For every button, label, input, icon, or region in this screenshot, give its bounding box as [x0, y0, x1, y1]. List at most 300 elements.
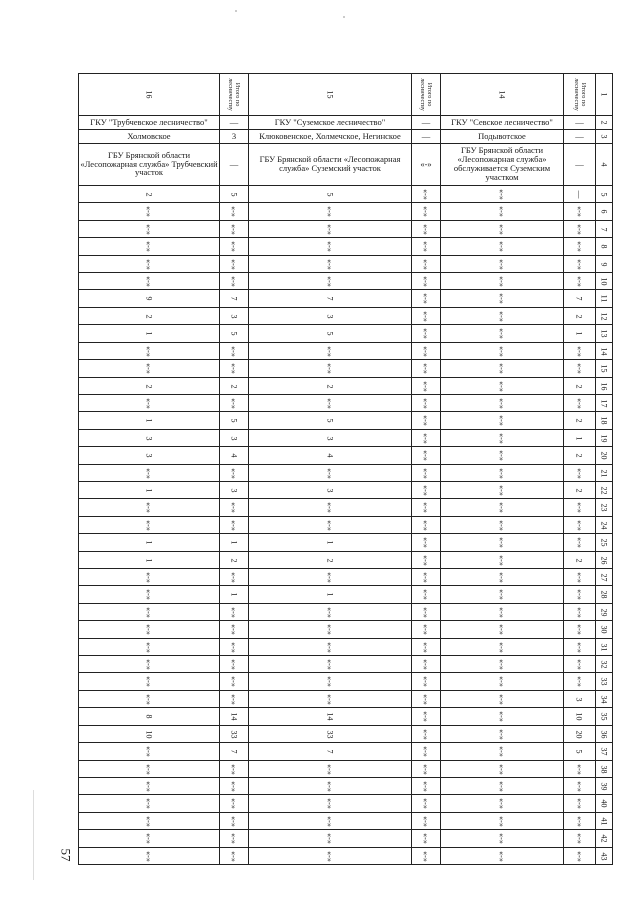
column-header-4: [411, 73, 440, 115]
header-cell-r3: [564, 129, 595, 143]
header-cell-r4: [249, 143, 411, 185]
table-cell: [219, 256, 248, 272]
table-cell: [440, 639, 563, 655]
table-cell: [219, 726, 248, 742]
table-cell-text: «-»: [496, 850, 506, 862]
header-cell-r2: [220, 115, 248, 129]
table-cell-text: 10: [574, 712, 584, 721]
table-cell-text: «-»: [143, 206, 153, 217]
table-cell-text: «-»: [420, 763, 430, 775]
table-cell: [440, 203, 563, 220]
table-cell-text: 33: [325, 730, 334, 738]
table-cell: [248, 656, 411, 672]
table-cell: [440, 726, 563, 742]
header-cell-r2-text: —: [575, 116, 584, 127]
header-cell-r4: [564, 143, 595, 185]
table-cell-text: «-»: [496, 728, 506, 740]
table-row-line: [78, 864, 613, 865]
table-cell-text: 1: [144, 418, 153, 423]
header-cell-r2-text: ГКУ "Севское лесничество": [451, 116, 553, 127]
table-cell: [440, 499, 563, 516]
table-cell: [563, 604, 595, 620]
header-cell-r3-text: Подывотское: [478, 130, 526, 141]
table-cell: [219, 482, 248, 498]
table-cell: [78, 308, 219, 324]
table-cell-text: «-»: [420, 641, 430, 653]
row-number: [595, 325, 612, 342]
table-cell: [563, 290, 595, 307]
table-cell-text: «-»: [420, 850, 430, 862]
table-cell: [78, 203, 219, 220]
table-cell: [440, 778, 563, 794]
row-number-text: 30: [599, 625, 608, 634]
table-cell: [78, 552, 219, 568]
table-cell: [440, 378, 563, 394]
table-cell-text: «-»: [228, 467, 238, 479]
table-cell: [219, 273, 248, 289]
row-number-text: 14: [599, 347, 608, 355]
table-cell-text: 3: [229, 436, 238, 440]
row-number-text: 25: [599, 538, 608, 547]
table-cell: [248, 221, 411, 237]
row-number: [595, 639, 612, 655]
row-number-text: 15: [599, 364, 608, 373]
row-number: [595, 621, 612, 638]
table-cell-text: 7: [229, 749, 238, 754]
table-cell-text: «-»: [574, 345, 584, 357]
table-cell-text: 2: [574, 384, 584, 388]
table-cell-text: «-»: [324, 502, 334, 513]
table-cell: [440, 708, 563, 725]
table-cell: [78, 395, 219, 411]
table-cell: [563, 708, 595, 725]
table-cell-text: «-»: [574, 363, 584, 374]
row-number: [595, 761, 612, 777]
table-cell-text: 3: [325, 314, 334, 318]
row-number-text: 22: [599, 486, 608, 494]
table-cell: [563, 499, 595, 516]
table-cell-text: «-»: [420, 188, 430, 200]
table-cell: [411, 482, 440, 498]
table-cell-text: «-»: [574, 815, 584, 827]
table-cell-text: «-»: [143, 397, 153, 409]
table-cell-text: 5: [574, 749, 584, 754]
table-cell-text: «-»: [496, 519, 506, 531]
table-cell: [411, 517, 440, 533]
table-cell-text: «-»: [420, 728, 430, 740]
table-cell-text: 1: [229, 540, 238, 545]
table-cell: [219, 290, 248, 307]
row-number: [595, 256, 612, 272]
row-number-text: 31: [599, 643, 608, 651]
table-cell: [78, 726, 219, 742]
table-cell-text: «-»: [420, 363, 430, 374]
table-cell: [248, 412, 411, 429]
column-header-2: [219, 73, 248, 115]
table-cell-text: «-»: [143, 241, 153, 252]
table-cell: [78, 290, 219, 307]
table-cell: [248, 290, 411, 307]
table-cell: [411, 743, 440, 760]
row-number: [595, 569, 612, 585]
table-cell-text: «-»: [228, 345, 238, 357]
row-number-text: 28: [599, 590, 608, 599]
table-cell: [78, 813, 219, 829]
table-cell-text: «-»: [143, 519, 153, 531]
table-cell-text: «-»: [574, 241, 584, 252]
table-cell: [219, 203, 248, 220]
table-cell: [248, 395, 411, 411]
table-cell: [411, 221, 440, 237]
row-number-text: 24: [599, 521, 608, 529]
table-cell: [440, 430, 563, 446]
table-cell-text: «-»: [420, 502, 430, 513]
table-cell-text: «-»: [420, 624, 430, 635]
table-cell-text: «-»: [324, 241, 334, 252]
table-cell: [563, 308, 595, 324]
table-cell-text: «-»: [420, 241, 430, 252]
table-cell: [563, 447, 595, 464]
table-cell-text: «-»: [574, 502, 584, 513]
table-cell: [219, 795, 248, 812]
table-cell: [563, 203, 595, 220]
row-number-text: 18: [599, 416, 608, 425]
header-cell-r4: [220, 143, 248, 185]
table-cell: [219, 395, 248, 411]
table-cell: [78, 325, 219, 342]
table-cell-text: «-»: [574, 275, 584, 287]
header-cell-r4: [441, 143, 563, 185]
column-header-6-text: Итого по лесничеству: [573, 77, 587, 111]
column-header-5: [440, 73, 563, 115]
table-cell: [78, 621, 219, 638]
column-header-4-text: Итого по лесничеству: [419, 77, 433, 111]
table-cell: [440, 848, 563, 864]
table-cell-text: «-»: [496, 397, 506, 409]
table-cell: [78, 743, 219, 760]
table-cell-text: 2: [325, 384, 334, 388]
table-cell: [219, 186, 248, 202]
table-cell-text: «-»: [143, 850, 153, 862]
table-cell: [248, 673, 411, 690]
column-header-7-text: 1: [599, 92, 608, 96]
table-cell: [248, 604, 411, 620]
table-cell: [440, 656, 563, 672]
table-cell: [440, 517, 563, 533]
table-cell: [563, 830, 595, 847]
table-cell: [248, 430, 411, 446]
table-cell: [411, 848, 440, 864]
table-cell-text: «-»: [324, 798, 334, 809]
table-cell: [248, 813, 411, 829]
table-cell-text: «-»: [228, 641, 238, 653]
table-cell-text: «-»: [496, 763, 506, 775]
table-cell: [219, 465, 248, 481]
column-header-7: [595, 73, 612, 115]
table-cell-text: 8: [144, 714, 153, 719]
table-cell: [440, 586, 563, 603]
row-number: [595, 482, 612, 498]
table-cell-text: «-»: [574, 763, 584, 775]
table-cell-text: «-»: [420, 658, 430, 670]
row-number: [595, 343, 612, 359]
table-cell: [411, 761, 440, 777]
table-cell: [563, 761, 595, 777]
table-cell: [219, 813, 248, 829]
row-number-text: 2: [599, 120, 608, 124]
table-cell-text: «-»: [228, 363, 238, 374]
table-cell: [440, 256, 563, 272]
table-cell: [78, 569, 219, 585]
table-cell-text: «-»: [143, 693, 153, 705]
table-cell-text: «-»: [324, 397, 334, 409]
header-cell-r4-text: —: [229, 158, 239, 169]
row-number: [595, 360, 612, 377]
table-cell-text: 9: [144, 296, 153, 301]
table-cell: [219, 691, 248, 707]
table-cell-text: 2: [574, 558, 584, 562]
table-cell: [440, 534, 563, 551]
table-cell: [219, 517, 248, 533]
table-cell-text: 2: [144, 314, 153, 318]
row-number: [595, 143, 612, 185]
table-cell-text: 3: [144, 436, 153, 440]
row-number-text: 33: [599, 677, 608, 686]
table-cell-text: «-»: [143, 658, 153, 670]
table-cell-text: «-»: [143, 624, 153, 635]
table-cell-text: «-»: [420, 345, 430, 357]
table-cell: [219, 621, 248, 638]
table-cell: [248, 499, 411, 516]
table-cell-text: 1: [144, 540, 153, 545]
table-cell: [219, 569, 248, 585]
row-number: [595, 691, 612, 707]
table-cell: [248, 360, 411, 377]
row-number-text: 43: [599, 852, 608, 860]
table-cell-text: 4: [229, 453, 238, 458]
row-number: [595, 378, 612, 394]
row-number-text: 8: [599, 244, 608, 249]
table-cell-text: «-»: [496, 415, 506, 426]
table-cell-text: «-»: [496, 502, 506, 513]
table-cell-text: «-»: [420, 676, 430, 687]
row-number-text: 21: [599, 469, 608, 477]
table-cell: [78, 656, 219, 672]
table-cell-text: «-»: [228, 571, 238, 583]
header-cell-r3: [79, 129, 219, 143]
row-number: [595, 308, 612, 324]
table-cell: [563, 656, 595, 672]
table-cell-text: 1: [229, 592, 238, 597]
table-cell-text: «-»: [496, 554, 506, 566]
header-cell-r3-text: —: [421, 130, 431, 141]
table-cell: [219, 360, 248, 377]
header-cell-r2: [441, 115, 563, 129]
table-cell: [219, 673, 248, 690]
table-cell-text: «-»: [324, 519, 334, 531]
header-cell-r3: [412, 129, 440, 143]
column-header-1: [78, 73, 219, 115]
table-cell: [440, 813, 563, 829]
table-cell: [411, 621, 440, 638]
table-cell: [440, 830, 563, 847]
row-number: [595, 778, 612, 794]
table-cell-text: «-»: [496, 328, 506, 339]
table-cell: [563, 743, 595, 760]
row-number: [595, 673, 612, 690]
table-cell-text: «-»: [496, 711, 506, 722]
row-number-text: 35: [599, 712, 608, 721]
scan-speck: [235, 10, 237, 12]
table-cell-text: «-»: [143, 258, 153, 270]
table-cell: [411, 813, 440, 829]
table-cell: [248, 465, 411, 481]
header-cell-r4-text: ГБУ Брянской области «Лесопожарная служба» обслуживается Суземским участком: [453, 145, 551, 182]
table-cell-text: «-»: [228, 815, 238, 827]
table-cell-text: «-»: [574, 798, 584, 809]
table-cell: [411, 412, 440, 429]
row-number-text: 12: [599, 312, 608, 320]
table-cell-text: 2: [229, 384, 238, 388]
table-cell: [219, 343, 248, 359]
table-cell-text: «-»: [228, 606, 238, 618]
table-cell-text: «-»: [228, 833, 238, 844]
table-cell-text: «-»: [143, 589, 153, 600]
table-cell: [563, 778, 595, 794]
table-cell: [248, 273, 411, 289]
table-cell: [78, 795, 219, 812]
table-cell: [219, 308, 248, 324]
row-number: [595, 499, 612, 516]
table-cell: [411, 256, 440, 272]
table-cell: [219, 778, 248, 794]
table-cell-text: «-»: [143, 223, 153, 235]
table-cell: [219, 708, 248, 725]
table-cell-text: «-»: [143, 833, 153, 844]
table-cell: [219, 743, 248, 760]
header-cell-r4-text: «-»: [420, 158, 432, 169]
table-cell-text: «-»: [143, 467, 153, 479]
header-cell-r3-text: Холмовское: [127, 130, 171, 141]
table-cell-text: 5: [229, 331, 238, 336]
table-cell: [248, 256, 411, 272]
table-cell-text: 5: [325, 418, 334, 423]
table-cell-text: «-»: [228, 502, 238, 513]
table-cell: [411, 691, 440, 707]
table-cell-text: 5: [229, 418, 238, 423]
table-cell-text: «-»: [143, 641, 153, 653]
table-cell-text: «-»: [143, 363, 153, 374]
table-cell-text: «-»: [496, 223, 506, 235]
row-number: [595, 447, 612, 464]
header-cell-r2: [79, 115, 219, 129]
table-cell: [78, 412, 219, 429]
table-cell-text: 1: [325, 540, 334, 545]
page-number: 57: [58, 848, 73, 862]
table-cell-text: «-»: [496, 345, 506, 357]
table-cell-text: «-»: [420, 328, 430, 339]
table-cell: [411, 830, 440, 847]
header-cell-r3: [220, 129, 248, 143]
table-cell: [219, 447, 248, 464]
table-cell: [248, 238, 411, 255]
table-cell: [78, 430, 219, 446]
table-cell-text: «-»: [420, 815, 430, 827]
row-number-text: 29: [599, 608, 608, 616]
table-cell: [219, 848, 248, 864]
table-cell-text: 14: [229, 712, 238, 721]
table-cell: [78, 517, 219, 533]
table-cell-text: 3: [325, 488, 334, 492]
table-cell-text: «-»: [324, 345, 334, 357]
row-number: [595, 465, 612, 481]
table-cell-text: «-»: [420, 693, 430, 705]
table-cell-text: «-»: [420, 397, 430, 409]
table-cell: [563, 848, 595, 864]
table-cell-text: «-»: [496, 606, 506, 618]
table-cell-text: «-»: [574, 833, 584, 844]
table-cell-text: «-»: [228, 275, 238, 287]
table-cell-text: «-»: [228, 658, 238, 670]
table-cell-text: 5: [325, 331, 334, 336]
table-cell: [248, 726, 411, 742]
table-cell: [219, 430, 248, 446]
table-cell-text: 2: [144, 192, 153, 196]
table-cell-text: «-»: [496, 484, 506, 496]
table-cell-text: «-»: [228, 206, 238, 217]
row-number: [595, 395, 612, 411]
table-cell: [219, 412, 248, 429]
row-number: [595, 830, 612, 847]
scan-margin-line: [33, 790, 34, 880]
table-cell-text: —: [574, 190, 584, 198]
table-cell: [440, 273, 563, 289]
header-cell-r3-text: 3: [231, 130, 237, 141]
table-cell: [440, 621, 563, 638]
table-cell: [563, 412, 595, 429]
column-header-3-text: 15: [325, 90, 334, 98]
row-number: [595, 290, 612, 307]
table-cell-text: 10: [144, 730, 153, 738]
table-cell-text: 3: [574, 697, 584, 701]
table-cell: [248, 795, 411, 812]
table-cell-text: «-»: [496, 693, 506, 705]
row-number: [595, 743, 612, 760]
header-cell-r2-text: ГКУ "Трубчевское лесничество": [90, 116, 208, 127]
table-cell: [219, 325, 248, 342]
table-cell: [411, 604, 440, 620]
header-cell-r4: [412, 143, 440, 185]
table-cell: [248, 447, 411, 464]
table-cell: [563, 238, 595, 255]
table-cell-text: «-»: [574, 397, 584, 409]
table-cell: [78, 378, 219, 394]
table-cell: [563, 795, 595, 812]
table-cell: [411, 343, 440, 359]
table-cell-text: «-»: [324, 780, 334, 792]
table-cell-text: «-»: [420, 780, 430, 792]
row-number-text: 32: [599, 660, 608, 668]
table-cell-text: «-»: [496, 380, 506, 392]
table-cell: [78, 465, 219, 481]
row-number-text: 34: [599, 695, 608, 703]
row-number-text: 17: [599, 399, 608, 407]
row-number: [595, 552, 612, 568]
table-cell: [219, 378, 248, 394]
table-cell-text: «-»: [324, 275, 334, 287]
table-cell: [78, 534, 219, 551]
table-cell: [440, 604, 563, 620]
